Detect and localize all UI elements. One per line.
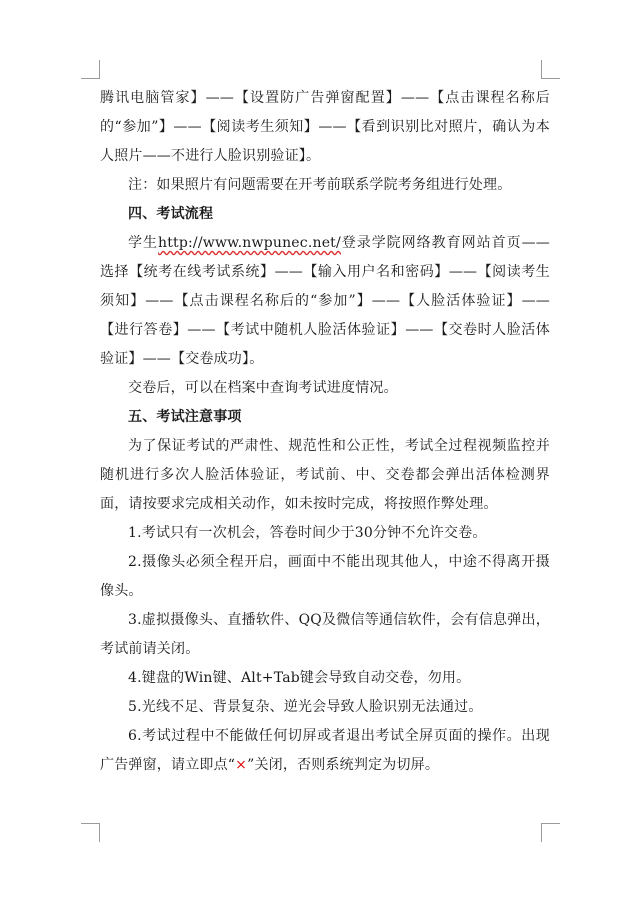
paragraph-continued: 腾讯电脑管家】——【设置防广告弹窗配置】——【点击课程名称后的“参加”】——【阅读考生须知】——【看到识别比对照片，确认为本人照片——不进行人脸识别验证】。 xyxy=(100,90,550,164)
list-item-6 xyxy=(100,722,550,780)
paragraph-exam-process xyxy=(100,229,550,374)
list-item-1: 1.考试只有一次机会，答卷时间少于30分钟不允许交卷。 xyxy=(128,525,487,541)
list-item-5: 5.光线不足、背景复杂、逆光会导致人脸识别无法通过。 xyxy=(128,699,483,715)
page-corner-mark-bottom-left xyxy=(81,823,100,842)
paragraph-note: 注：如果照片有问题需要在开考前联系学院考务组进行处理。 xyxy=(128,177,512,193)
page-corner-mark-bottom-right xyxy=(541,823,560,842)
list-item-6-text-end: ”关闭，否则系统判定为切屏。 xyxy=(247,757,440,773)
paragraph-exam-notes-intro: 为了保证考试的严肃性、规范性和公正性，考试全过程视频监控并随机进行多次人脸活体验证，考试前、中、交卷都会弹出活体检测界面，请按要求完成相关动作，如未按时完成，将按照作弊处理。 xyxy=(100,438,550,512)
page-corner-mark-top-left xyxy=(81,60,100,79)
paragraph-after-submit: 交卷后，可以在档案中查询考试进度情况。 xyxy=(128,380,398,396)
close-x-icon: × xyxy=(235,757,248,773)
page-corner-mark-top-right xyxy=(541,60,560,79)
list-item-3: 3.虚拟摄像头、直播软件、QQ及微信等通信软件，会有信息弹出，考试前请关闭。 xyxy=(100,612,550,657)
website-link[interactable]: http://www.nwpunec.net/ xyxy=(157,235,341,251)
document-body xyxy=(100,84,550,780)
section-heading-exam-notes: 五、考试注意事项 xyxy=(128,409,242,425)
list-item-4: 4.键盘的Win键、Alt+Tab键会导致自动交卷，勿用。 xyxy=(128,670,471,686)
text-process-steps: 登录学院网络教育网站首页——选择【统考在线考试系统】——【输入用户名和密码】——【阅读考生须知】——【点击课程名称后的“参加”】——【人脸活体验证】——【进行答卷】——【考试中随机人脸活体验证】——【交卷时人脸活体验证】——【交卷成功】。 xyxy=(100,235,550,367)
list-item-2: 2.摄像头必须全程开启，画面中不能出现其他人，中途不得离开摄像头。 xyxy=(100,554,550,599)
section-heading-exam-process: 四、考试流程 xyxy=(128,206,214,222)
text-student: 学生 xyxy=(128,235,158,251)
list-item-6-text: 6.考试过程中不能做任何切屏或者退出考试全屏页面的操作。出现广告弹窗，请立即点“ xyxy=(100,728,550,773)
